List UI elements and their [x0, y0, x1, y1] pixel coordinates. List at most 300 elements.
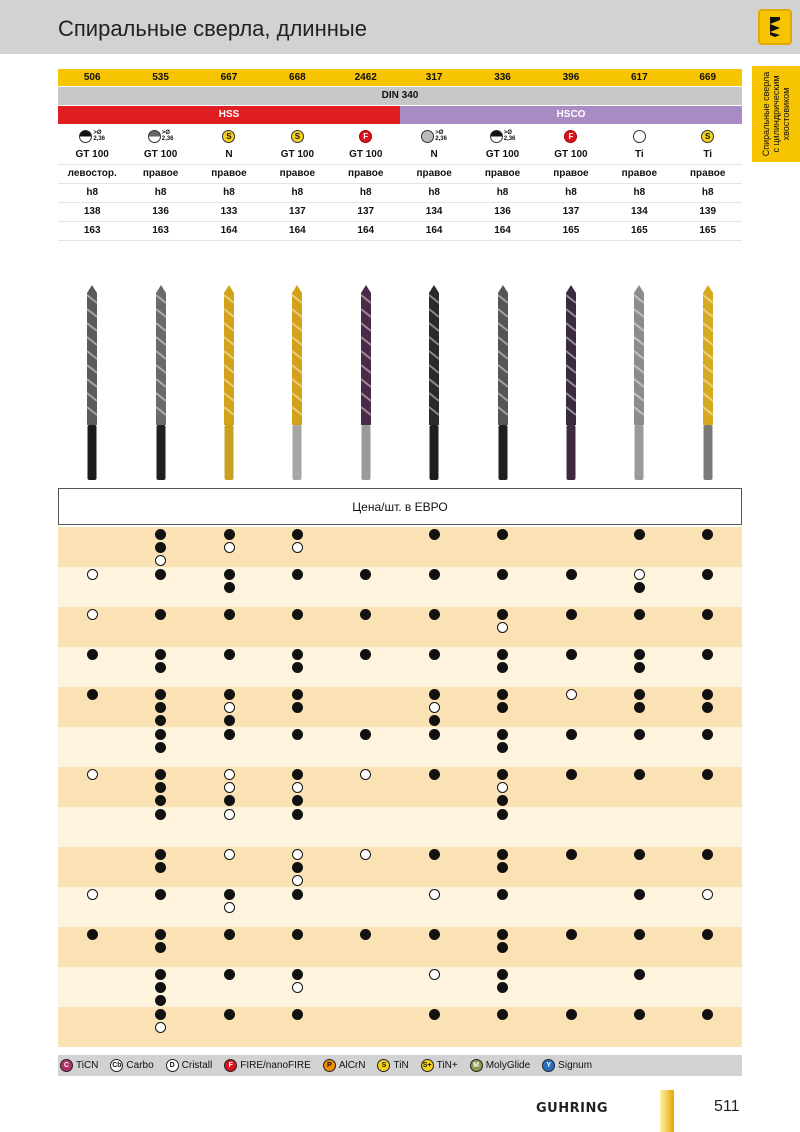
- reference-page-a-506: 138: [83, 206, 101, 217]
- reference-page-a-336: 136: [494, 206, 511, 217]
- coating-symbol-669: [674, 126, 742, 146]
- available-dot-icon: [429, 649, 440, 660]
- available-dot-icon: [634, 582, 645, 593]
- reference-page-b-317: 164: [425, 225, 443, 236]
- legend-label: TiCN: [76, 1060, 99, 1071]
- available-dot-icon: [155, 782, 166, 793]
- available-dot-icon: [634, 969, 645, 980]
- available-dot-icon: [634, 929, 645, 940]
- available-dot-icon: [497, 795, 508, 806]
- fire-coating-icon: F: [564, 130, 577, 143]
- available-dot-icon: [566, 729, 577, 740]
- available-dot-icon: [292, 929, 303, 940]
- available-dot-icon: [155, 969, 166, 980]
- on-request-dot-icon: [292, 982, 303, 993]
- tin-coating-icon: S: [222, 130, 235, 143]
- on-request-dot-icon: [360, 849, 371, 860]
- reference-page-a-668: 137: [289, 206, 306, 217]
- page-number: 511: [714, 1098, 740, 1115]
- available-dot-icon: [702, 702, 713, 713]
- article-number-506[interactable]: 506: [83, 72, 101, 83]
- available-dot-icon: [497, 729, 508, 740]
- legend-item-cristall: [166, 1059, 213, 1072]
- coating-badge-icon: Y: [542, 1059, 555, 1072]
- available-dot-icon: [634, 529, 645, 540]
- tool-type-row: [58, 146, 742, 165]
- available-dot-icon: [292, 569, 303, 580]
- point-angle-note-top: >Ø: [503, 130, 512, 136]
- coating-symbol-668: [263, 126, 331, 146]
- available-dot-icon: [224, 569, 235, 580]
- tool-type-506: GT 100: [75, 149, 109, 160]
- article-number-2462[interactable]: 2462: [354, 72, 377, 83]
- available-dot-icon: [155, 795, 166, 806]
- cutting-direction-2462: правое: [348, 168, 384, 179]
- available-dot-icon: [497, 769, 508, 780]
- available-dot-icon: [497, 529, 508, 540]
- legend-item-molyglide: [470, 1059, 530, 1072]
- available-dot-icon: [224, 729, 235, 740]
- available-dot-icon: [497, 1009, 508, 1020]
- point-angle-icon: [148, 130, 161, 143]
- fire-coating-icon: F: [359, 130, 372, 143]
- point-angle-note-top: >Ø: [161, 130, 170, 136]
- legend-item-alcrn: [323, 1059, 366, 1072]
- available-dot-icon: [155, 715, 166, 726]
- reference-page-a-617: 134: [630, 206, 648, 217]
- tolerance-535: h8: [154, 187, 167, 198]
- available-dot-icon: [224, 795, 235, 806]
- on-request-dot-icon: [292, 782, 303, 793]
- cutting-direction-668: правое: [279, 168, 316, 179]
- available-dot-icon: [702, 729, 713, 740]
- legend-label: Cristall: [181, 1060, 213, 1071]
- available-dot-icon: [634, 702, 645, 713]
- coating-badge-icon: Cb: [110, 1059, 123, 1072]
- available-dot-icon: [497, 982, 508, 993]
- availability-row: [58, 1007, 742, 1047]
- available-dot-icon: [292, 529, 303, 540]
- coating-badge-icon: C: [60, 1059, 73, 1072]
- point-angle-note-bottom: 2,36: [161, 136, 174, 142]
- tolerance-row: [58, 184, 742, 203]
- reference-page-b-667: 164: [220, 225, 238, 236]
- coating-symbol-336: [468, 126, 536, 146]
- on-request-dot-icon: [87, 889, 98, 900]
- coating-badge-icon: S: [377, 1059, 390, 1072]
- tolerance-617: h8: [633, 187, 646, 198]
- available-dot-icon: [292, 702, 303, 713]
- on-request-dot-icon: [224, 849, 235, 860]
- available-dot-icon: [292, 649, 303, 660]
- on-request-dot-icon: [292, 875, 303, 886]
- available-dot-icon: [497, 569, 508, 580]
- availability-row: [58, 647, 742, 687]
- coating-symbol-317: [400, 126, 468, 146]
- available-dot-icon: [224, 689, 235, 700]
- available-dot-icon: [634, 729, 645, 740]
- available-dot-icon: [702, 649, 713, 660]
- available-dot-icon: [155, 929, 166, 940]
- point-angle-icon: [490, 130, 503, 143]
- on-request-dot-icon: [87, 569, 98, 580]
- on-request-dot-icon: [497, 782, 508, 793]
- available-dot-icon: [429, 1009, 440, 1020]
- tool-type-667: N: [225, 149, 233, 160]
- available-dot-icon: [497, 742, 508, 753]
- article-number-668[interactable]: 668: [289, 72, 306, 83]
- tin-coating-icon: S: [291, 130, 304, 143]
- legend-item-tin-: [421, 1059, 458, 1072]
- article-number-617[interactable]: 617: [630, 72, 648, 83]
- drill-image-336: [496, 285, 510, 480]
- available-dot-icon: [292, 969, 303, 980]
- available-dot-icon: [155, 889, 166, 900]
- legend-item-signum: [542, 1059, 592, 1072]
- coating-symbol-667: [195, 126, 263, 146]
- legend-label: Carbo: [126, 1060, 154, 1071]
- available-dot-icon: [155, 809, 166, 820]
- available-dot-icon: [634, 662, 645, 673]
- on-request-dot-icon: [87, 769, 98, 780]
- available-dot-icon: [292, 795, 303, 806]
- available-dot-icon: [566, 769, 577, 780]
- available-dot-icon: [497, 662, 508, 673]
- article-number-row: [58, 69, 742, 86]
- available-dot-icon: [224, 609, 235, 620]
- on-request-dot-icon: [155, 1022, 166, 1033]
- available-dot-icon: [87, 649, 98, 660]
- available-dot-icon: [429, 715, 440, 726]
- available-dot-icon: [429, 769, 440, 780]
- available-dot-icon: [87, 929, 98, 940]
- point-angle-note-top: >Ø: [435, 130, 444, 136]
- coating-legend: [58, 1055, 742, 1076]
- available-dot-icon: [497, 609, 508, 620]
- available-dot-icon: [702, 609, 713, 620]
- reference-page-b-396: 165: [562, 225, 580, 236]
- uncoated-icon: [633, 130, 646, 143]
- available-dot-icon: [155, 702, 166, 713]
- on-request-dot-icon: [155, 555, 166, 566]
- available-dot-icon: [224, 715, 235, 726]
- on-request-dot-icon: [497, 622, 508, 633]
- available-dot-icon: [634, 1009, 645, 1020]
- footer-accent-bar: [660, 1090, 674, 1132]
- tolerance-396: h8: [565, 187, 577, 198]
- article-number-336[interactable]: 336: [494, 72, 511, 83]
- available-dot-icon: [702, 769, 713, 780]
- on-request-dot-icon: [224, 542, 235, 553]
- tolerance-669: h8: [701, 187, 714, 198]
- cutting-direction-535: правое: [142, 168, 179, 179]
- available-dot-icon: [497, 969, 508, 980]
- available-dot-icon: [429, 529, 440, 540]
- available-dot-icon: [429, 689, 440, 700]
- available-dot-icon: [702, 529, 713, 540]
- article-number-396[interactable]: 396: [562, 72, 580, 83]
- available-dot-icon: [292, 689, 303, 700]
- drill-image-396: [564, 285, 578, 480]
- on-request-dot-icon: [224, 702, 235, 713]
- drill-image-2462: [359, 285, 373, 480]
- availability-row: [58, 727, 742, 767]
- available-dot-icon: [634, 689, 645, 700]
- on-request-dot-icon: [566, 689, 577, 700]
- on-request-dot-icon: [224, 809, 235, 820]
- tolerance-317: h8: [428, 187, 440, 198]
- available-dot-icon: [634, 769, 645, 780]
- available-dot-icon: [155, 542, 166, 553]
- reference-page-b-668: 164: [289, 225, 306, 236]
- tool-type-617: Ti: [634, 149, 644, 160]
- available-dot-icon: [155, 849, 166, 860]
- available-dot-icon: [702, 1009, 713, 1020]
- available-dot-icon: [429, 569, 440, 580]
- available-dot-icon: [566, 929, 577, 940]
- point-angle-note: [93, 130, 105, 142]
- available-dot-icon: [292, 1009, 303, 1020]
- material-group-hsco: HSCO: [400, 106, 742, 124]
- available-dot-icon: [224, 889, 235, 900]
- reference-page-b-506: 163: [83, 225, 101, 236]
- cutting-direction-336: правое: [484, 168, 521, 179]
- on-request-dot-icon: [429, 969, 440, 980]
- tool-type-668: GT 100: [280, 149, 315, 160]
- cutting-direction-396: правое: [553, 168, 589, 179]
- available-dot-icon: [155, 1009, 166, 1020]
- available-dot-icon: [292, 862, 303, 873]
- on-request-dot-icon: [87, 609, 98, 620]
- standard-label: DIN 340: [381, 90, 419, 101]
- available-dot-icon: [292, 889, 303, 900]
- coating-badge-icon: S+: [421, 1059, 434, 1072]
- availability-row: [58, 887, 742, 927]
- available-dot-icon: [634, 649, 645, 660]
- cutting-direction-317: правое: [416, 168, 452, 179]
- available-dot-icon: [155, 982, 166, 993]
- drill-image-667: [222, 285, 236, 480]
- available-dot-icon: [429, 609, 440, 620]
- page-header: [0, 0, 800, 54]
- coating-badge-icon: P: [323, 1059, 336, 1072]
- tolerance-336: h8: [496, 187, 509, 198]
- available-dot-icon: [155, 609, 166, 620]
- available-dot-icon: [155, 662, 166, 673]
- available-dot-icon: [360, 569, 371, 580]
- coating-symbol-506: [58, 126, 126, 146]
- on-request-dot-icon: [634, 569, 645, 580]
- page-title: Спиральные сверла, длинные: [58, 16, 367, 41]
- available-dot-icon: [566, 569, 577, 580]
- available-dot-icon: [702, 689, 713, 700]
- category-side-tab[interactable]: [752, 66, 800, 162]
- available-dot-icon: [155, 689, 166, 700]
- drill-image-669: [701, 285, 715, 480]
- available-dot-icon: [702, 849, 713, 860]
- available-dot-icon: [360, 649, 371, 660]
- on-request-dot-icon: [429, 702, 440, 713]
- reference-page-a-396: 137: [562, 206, 580, 217]
- reference-page-row-1: [58, 203, 742, 222]
- availability-row: [58, 847, 742, 887]
- tolerance-667: h8: [223, 187, 235, 198]
- legend-label: FIRE/nanoFIRE: [240, 1060, 311, 1071]
- available-dot-icon: [429, 929, 440, 940]
- available-dot-icon: [155, 742, 166, 753]
- reference-page-b-336: 164: [494, 225, 511, 236]
- on-request-dot-icon: [429, 889, 440, 900]
- on-request-dot-icon: [292, 849, 303, 860]
- available-dot-icon: [429, 729, 440, 740]
- reference-page-a-2462: 137: [357, 206, 375, 217]
- on-request-dot-icon: [292, 542, 303, 553]
- available-dot-icon: [360, 929, 371, 940]
- coating-symbol-617: [605, 126, 673, 146]
- legend-item-carbo: [110, 1059, 153, 1072]
- available-dot-icon: [292, 729, 303, 740]
- tool-type-396: GT 100: [554, 149, 588, 160]
- price-header: Цена/шт. в ЕВРО: [58, 488, 742, 525]
- point-angle-icon: [79, 130, 92, 143]
- reference-page-row-2: [58, 222, 742, 241]
- tool-type-2462: GT 100: [349, 149, 383, 160]
- cutting-direction-row: [58, 165, 742, 184]
- availability-row: [58, 967, 742, 1007]
- available-dot-icon: [224, 582, 235, 593]
- drill-image-317: [427, 285, 441, 480]
- point-angle-note-bottom: 2,36: [93, 136, 106, 142]
- available-dot-icon: [566, 1009, 577, 1020]
- coating-symbol-2462: [332, 126, 400, 146]
- availability-row: [58, 527, 742, 567]
- point-angle-note: [504, 130, 516, 142]
- reference-page-b-617: 165: [630, 225, 648, 236]
- drill-images: [58, 285, 742, 480]
- available-dot-icon: [155, 569, 166, 580]
- available-dot-icon: [702, 569, 713, 580]
- coating-symbol-396: [537, 126, 605, 146]
- available-dot-icon: [497, 702, 508, 713]
- availability-row: [58, 607, 742, 647]
- available-dot-icon: [292, 609, 303, 620]
- tool-type-669: Ti: [703, 149, 713, 160]
- reference-page-a-317: 134: [425, 206, 443, 217]
- reference-page-b-2462: 164: [357, 225, 375, 236]
- brand-logo: GUHRING: [536, 1101, 609, 1116]
- article-number-669[interactable]: 669: [699, 72, 717, 83]
- reference-page-b-669: 165: [699, 225, 717, 236]
- side-tab-label: Спиральные сверла с цилиндрическим хвостовиком: [761, 71, 791, 157]
- on-request-dot-icon: [224, 902, 235, 913]
- available-dot-icon: [497, 649, 508, 660]
- available-dot-icon: [155, 942, 166, 953]
- point-angle-note: [162, 130, 174, 142]
- available-dot-icon: [224, 649, 235, 660]
- coating-symbol-row: [58, 126, 742, 146]
- article-number-667[interactable]: 667: [220, 72, 238, 83]
- legend-item-fire-nanofire: [224, 1059, 311, 1072]
- available-dot-icon: [497, 689, 508, 700]
- article-number-317[interactable]: 317: [425, 72, 443, 83]
- availability-row: [58, 927, 742, 967]
- availability-row: [58, 807, 742, 847]
- available-dot-icon: [155, 769, 166, 780]
- point-angle-note-bottom: 2,36: [435, 136, 447, 142]
- tool-type-317: N: [430, 149, 438, 160]
- reference-page-b-535: 163: [152, 225, 169, 236]
- available-dot-icon: [292, 769, 303, 780]
- drill-logo-icon: [758, 9, 792, 45]
- availability-row: [58, 767, 742, 807]
- legend-label: Signum: [558, 1060, 593, 1071]
- material-group-hss: HSS: [58, 106, 400, 124]
- standard-row: [58, 87, 742, 105]
- available-dot-icon: [634, 609, 645, 620]
- point-angle-note-top: >Ø: [93, 130, 102, 136]
- available-dot-icon: [634, 849, 645, 860]
- coating-badge-icon: M: [470, 1059, 483, 1072]
- available-dot-icon: [224, 529, 235, 540]
- available-dot-icon: [224, 929, 235, 940]
- point-angle-icon: [421, 130, 434, 143]
- legend-label: TiN+: [436, 1060, 458, 1071]
- availability-row: [58, 567, 742, 607]
- tin-coating-icon: S: [701, 130, 714, 143]
- available-dot-icon: [155, 862, 166, 873]
- legend-label: AlCrN: [338, 1060, 366, 1071]
- cutting-direction-506: левостор.: [67, 168, 117, 179]
- tolerance-2462: h8: [359, 187, 372, 198]
- on-request-dot-icon: [224, 769, 235, 780]
- tool-type-336: GT 100: [485, 149, 520, 160]
- coating-badge-icon: D: [166, 1059, 179, 1072]
- on-request-dot-icon: [224, 782, 235, 793]
- drill-image-506: [85, 285, 99, 480]
- drill-image-617: [632, 285, 646, 480]
- coating-badge-icon: F: [224, 1059, 237, 1072]
- available-dot-icon: [360, 729, 371, 740]
- available-dot-icon: [497, 862, 508, 873]
- legend-label: TiN: [393, 1060, 409, 1071]
- available-dot-icon: [224, 969, 235, 980]
- available-dot-icon: [634, 889, 645, 900]
- available-dot-icon: [155, 649, 166, 660]
- cutting-direction-667: правое: [211, 168, 247, 179]
- reference-page-a-667: 133: [220, 206, 238, 217]
- coating-symbol-535: [126, 126, 194, 146]
- legend-item-ticn: [60, 1059, 98, 1072]
- available-dot-icon: [155, 995, 166, 1006]
- availability-row: [58, 687, 742, 727]
- tolerance-668: h8: [291, 187, 304, 198]
- available-dot-icon: [155, 729, 166, 740]
- available-dot-icon: [292, 662, 303, 673]
- cutting-direction-617: правое: [621, 168, 658, 179]
- point-angle-note: [435, 130, 447, 142]
- available-dot-icon: [497, 889, 508, 900]
- on-request-dot-icon: [702, 889, 713, 900]
- available-dot-icon: [497, 929, 508, 940]
- available-dot-icon: [702, 929, 713, 940]
- legend-label: MolyGlide: [485, 1060, 531, 1071]
- available-dot-icon: [566, 849, 577, 860]
- available-dot-icon: [497, 849, 508, 860]
- legend-item-tin: [377, 1059, 408, 1072]
- article-number-535[interactable]: 535: [152, 72, 169, 83]
- drill-image-535: [154, 285, 168, 480]
- available-dot-icon: [360, 609, 371, 620]
